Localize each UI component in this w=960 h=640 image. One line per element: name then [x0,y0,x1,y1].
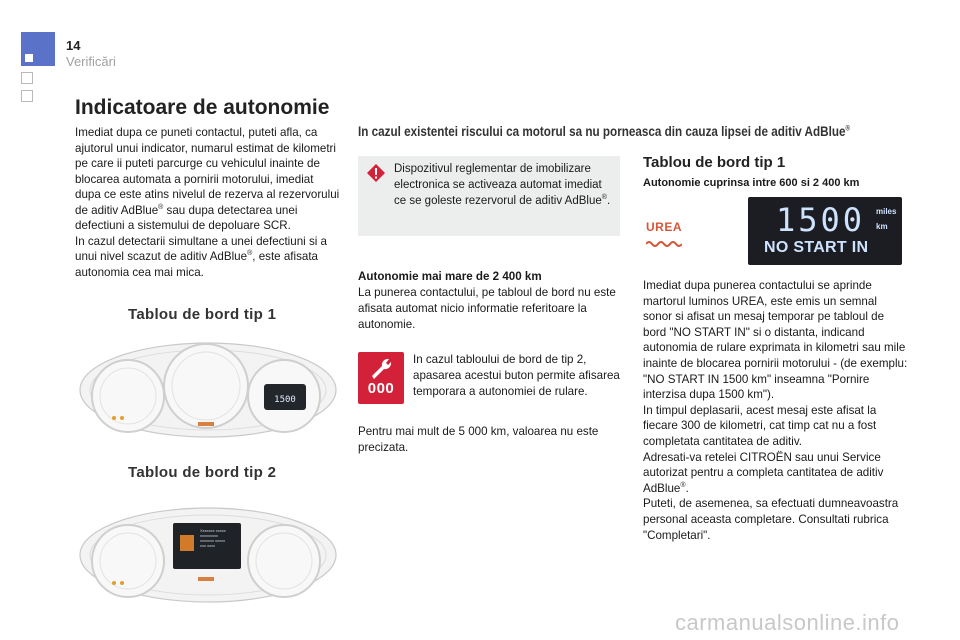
watermark: carmanualsonline.info [675,610,900,635]
autonomy-block [358,269,623,333]
urea-label: UREA [646,220,683,234]
display-number: 1500 [776,201,866,239]
dash2-title: Tablou de bord tip 2 [128,464,277,481]
page-number: 14 [66,38,81,53]
page-title: Indicatoare de autonomie [75,96,330,119]
urea-warning-light [646,220,686,246]
cluster2-screen-text: Xxxxxxx xxxxx xxxxxxxxx xxxxxxx xxxxx xxx xxxx [200,528,226,548]
autonomy-text: La punerea contactului, pe tabloul de bord nu este afisata automat nicio informatie referitoare la autonomie. [358,286,616,331]
instrument-cluster-type1 [78,340,338,440]
right-title: Tablou de bord tip 1 [643,154,786,171]
chapter-marker [21,32,55,66]
intro-text: Imediat dupa ce puneti contactul, puteti afla, ca ajutorul unui indicator, numarul estimat de kilometri pe care ii puteti parcurge cu vehiculul inainte de blocarea automata a pornirii motorului, imediat dupa ce este atins nivelul de rezerva al rezervorului de aditiv AdBlue® sau dupa detectarea unei defectiuni a sistemului de depoluare SCR. In cazul detectarii simultane a unei defectiuni si a unui nivel scazut de aditiv AdBlue®, este afisata autonomia cea mai mica. [75,126,340,279]
section-name: Verificări [66,54,116,69]
wrench-description: In cazul tabloului de bord de tip 2, apasarea acestui buton permite afisarea temporara a autonomiei de rulare. [413,353,620,398]
instrument-cluster-type2 [78,505,338,605]
risk-section-title: In cazul existentei riscului ca motorul sa nu porneasca din cauza lipsei de aditiv AdBlue® [358,124,850,139]
wrench-icon-digits: 000 [367,380,395,397]
svg-text:1500: 1500 [274,395,296,405]
chapter-marker-empty [21,72,33,84]
chapter-marker-notch [25,54,33,62]
range-note: Pentru mai mult de 5 000 km, valoarea nu este precizata. [358,425,599,454]
urea-wave-icon [646,239,682,247]
wrench-button-icon [358,352,404,404]
display-unit-km: km [876,222,888,231]
chapter-marker-empty [21,90,33,102]
display-message: NO START IN [764,239,869,256]
warning-text: Dispozitivul reglementar de imobilizare electronica se activeaza automat imediat ce se goleste rezervorul de aditiv AdBlue®. [394,163,611,207]
right-subtitle: Autonomie cuprinsa intre 600 si 2 400 km [643,177,860,189]
right-body: Imediat dupa punerea contactului se aprinde martorul luminos UREA, este emis un semnal sonor si afisat un mesaj temporar pe tabloul de bord "NO START IN" si o distanta, indicand autonomia de rulare exprimata in kilometri sau mile inainte de blocarea pornirii motorului - (de exemplu: "NO START IN 1500 km" inseamna "Pornire interzisa dupa 1500 km"). In timpul deplasarii, acest mesaj este afisat la fiecare 300 de kilometri, cat timp cat nu a fost completata cantitatea de aditiv. Adresati-va retelei CITROËN sau unui Service autorizat pentru a completa cantitatea de aditiv AdBlue®. Puteti, de asemenea, sa efectuati dumneavoastra personal aceasta completare. Consultati rubrica "Completari". [643,279,908,542]
wrench-icon [369,357,393,379]
warning-icon [366,163,386,183]
dash1-title: Tablou de bord tip 1 [128,306,277,323]
display-unit-miles: miles [876,207,897,216]
autonomy-heading: Autonomie mai mare de 2 400 km [358,270,542,283]
instrument-cluster-type2-wrap [78,505,338,605]
no-start-display [748,197,902,265]
